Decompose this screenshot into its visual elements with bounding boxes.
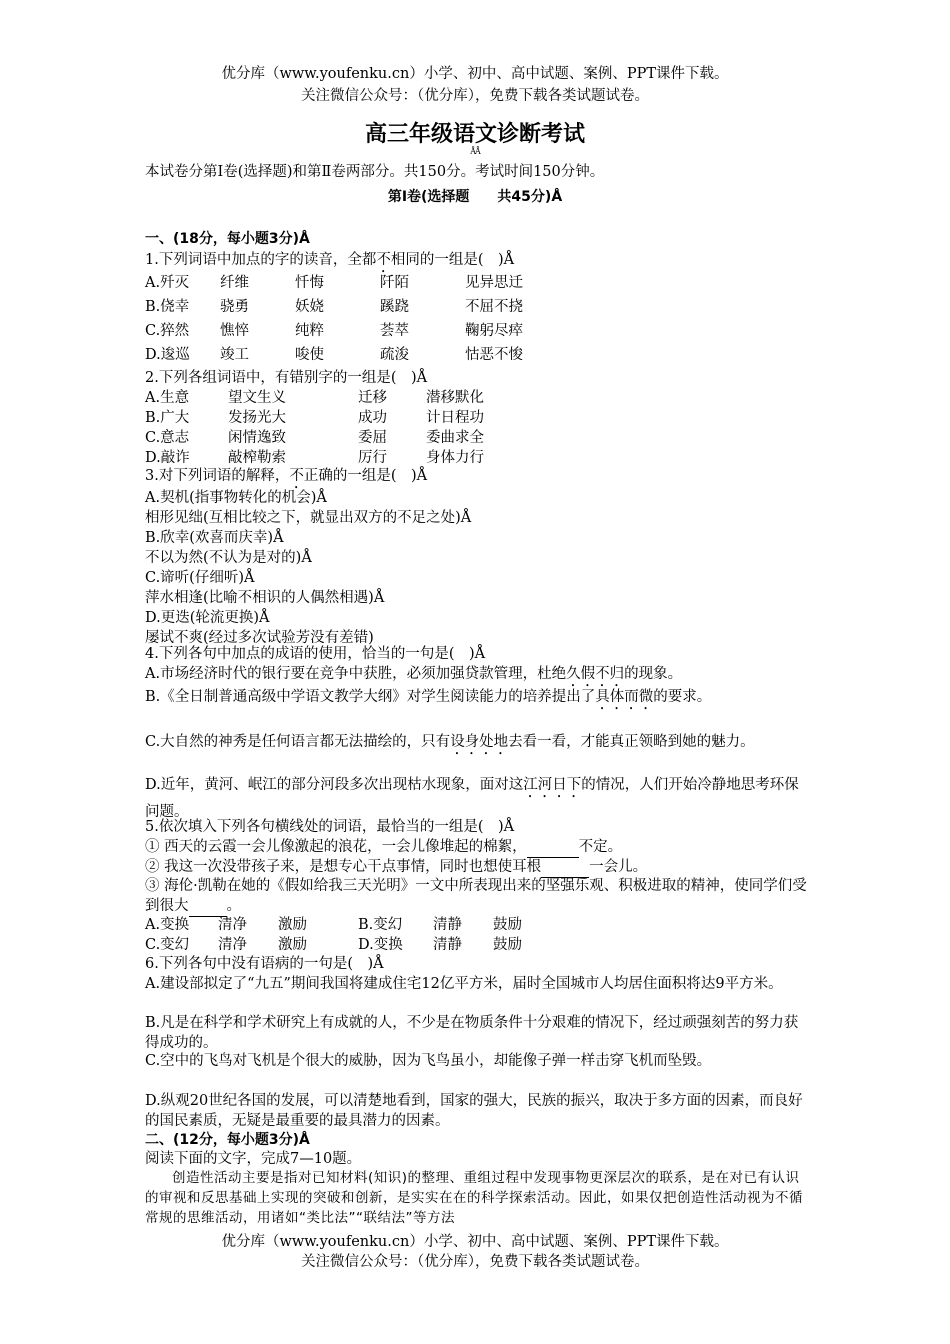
option-text: 去看一看，才能真正领略到她的魅力。 bbox=[508, 734, 755, 750]
question-2-stem: 2.下列各组词语中，有错别字的一组是( )Å bbox=[145, 370, 428, 386]
option-cell: A.歼灭 bbox=[145, 275, 190, 291]
option-cell: D.逡巡 bbox=[145, 347, 190, 363]
question-4-option-d bbox=[145, 774, 810, 823]
option-row-1 bbox=[145, 915, 553, 935]
fill-blank bbox=[189, 896, 227, 917]
page-footer-line-1: 优分库（www.youfenku.cn）小学、初中、高中试题、案例、PPT课件下载。 bbox=[221, 1234, 729, 1250]
sentence-text: ③ 海伦·凯勒在她的《假如给我三天光明》一文中所表现出来的坚强乐观、积极进取的精神，使同学们受到很大 bbox=[145, 878, 807, 914]
option-cell: 清静 bbox=[433, 917, 462, 933]
option-cell: 清净 bbox=[218, 937, 247, 953]
option-cell: 委屈 bbox=[358, 430, 387, 446]
emphasized-idiom: 具体而微 bbox=[595, 689, 654, 705]
question-4-stem: 4.下列各句中加点的成语的使用，恰当的一句是( )Å bbox=[145, 646, 486, 662]
option-cell: 闲情逸致 bbox=[228, 430, 286, 446]
option-cell: 发扬光大 bbox=[228, 410, 286, 426]
option-row-a bbox=[145, 271, 665, 295]
question-5-options bbox=[145, 915, 553, 955]
sentence-text: 不定。 bbox=[578, 839, 623, 855]
question-5-sentence-2 bbox=[145, 857, 647, 878]
option-cell: C.意志 bbox=[145, 430, 190, 446]
option-cell: 身体力行 bbox=[426, 450, 484, 466]
option-cell: 纤维 bbox=[220, 275, 249, 291]
option-cell: C.变幻 bbox=[145, 937, 190, 953]
fill-blank bbox=[541, 857, 589, 878]
option-cell: 鼓励 bbox=[493, 917, 522, 933]
option-cell: 忏悔 bbox=[295, 275, 324, 291]
sentence-text: 。 bbox=[226, 898, 241, 914]
emphasized-idiom: 江河日下 bbox=[523, 777, 582, 793]
option-line: 不以为然(不认为是对的)Å bbox=[145, 550, 312, 566]
question-5-sentence-1 bbox=[145, 837, 622, 858]
option-cell: B.侥幸 bbox=[145, 299, 190, 315]
emphasized-idiom: 久假不归 bbox=[566, 666, 625, 682]
sentence-text: ① 西天的云霞一会儿像激起的浪花，一会儿像堆起的棉絮， bbox=[145, 839, 527, 855]
option-row-2 bbox=[145, 935, 553, 955]
option-text: 的要求。 bbox=[653, 689, 712, 705]
question-4-option-b bbox=[145, 687, 711, 713]
option-row-d bbox=[145, 448, 586, 468]
option-cell: 激励 bbox=[278, 937, 307, 953]
question-6-option-c: C.空中的飞鸟对飞机是个很大的威胁，因为飞鸟虽小，却能像子弹一样击穿飞机而坠毁。 bbox=[145, 1053, 712, 1069]
question-6-option-d: D.纵观20世纪各国的发展，可以清楚地看到，国家的强大，民族的振兴，取决于多方面的因素，而良好的国民素质，无疑是最重要的最具潜力的因素。 bbox=[145, 1093, 803, 1129]
question-3-options bbox=[145, 488, 471, 648]
option-cell: 纯粹 bbox=[295, 323, 324, 339]
question-4-option-c bbox=[145, 731, 810, 758]
option-cell: 怙恶不悛 bbox=[465, 347, 523, 363]
page-header-line-2: 关注微信公众号：（优分库），免费下载各类试题试卷。 bbox=[301, 88, 649, 104]
option-cell: 疏浚 bbox=[380, 347, 409, 363]
option-cell: 唆使 bbox=[295, 347, 324, 363]
option-line: 萍水相逢(比喻不相识的人偶然相遇)Å bbox=[145, 590, 385, 606]
option-text: 的现象。 bbox=[624, 666, 683, 682]
option-cell: 清净 bbox=[218, 917, 247, 933]
option-cell: 鞠躬尽瘁 bbox=[465, 323, 523, 339]
question-5-stem: 5.依次填入下列各句横线处的词语，最恰当的一组是( )Å bbox=[145, 819, 515, 835]
question-3-stem-tail: 正确的一组是( )Å bbox=[303, 468, 428, 484]
option-cell: 竣工 bbox=[220, 347, 249, 363]
option-text: A.市场经济时代的银行要在竞争中获胜，必须加强贷款管理，杜绝 bbox=[145, 666, 567, 682]
option-text: C.大自然的神秀是任何语言都无法描绘的，只有 bbox=[145, 734, 451, 750]
question-3-emphasis: 不 bbox=[289, 468, 304, 484]
section-2-intro: 阅读下面的文字，完成7—10题。 bbox=[145, 1151, 362, 1167]
option-cell: 厉行 bbox=[358, 450, 387, 466]
question-1-emphasis: 不 bbox=[376, 252, 391, 268]
option-cell: 鼓励 bbox=[493, 937, 522, 953]
part-1-heading: 第Ⅰ卷(选择题 共45分)Å bbox=[387, 189, 563, 205]
option-cell: 不屈不挠 bbox=[465, 299, 523, 315]
sentence-text: 一会儿。 bbox=[589, 859, 648, 875]
option-line: B.欣幸(欢喜而庆幸)Å bbox=[145, 530, 284, 546]
option-cell: A.生意 bbox=[145, 390, 190, 406]
option-cell: 激励 bbox=[278, 917, 307, 933]
question-1-stem-text: 1.下列词语中加点的字的读音，全都 bbox=[145, 252, 377, 268]
fill-blank bbox=[527, 837, 579, 858]
option-line: D.更迭(轮流更换)Å bbox=[145, 610, 270, 626]
question-3-stem-text: 3.对下列词语的解释， bbox=[145, 468, 290, 484]
option-cell: 蹊跷 bbox=[380, 299, 409, 315]
option-cell: 憔悴 bbox=[220, 323, 249, 339]
option-cell: 潜移默化 bbox=[426, 390, 484, 406]
option-line: 屡试不爽(经过多次试验芳没有差错) bbox=[145, 630, 374, 646]
page-footer-line-2: 关注微信公众号：（优分库），免费下载各类试题试卷。 bbox=[301, 1254, 649, 1270]
option-cell: 见异思迁 bbox=[465, 275, 523, 291]
option-cell: 荟萃 bbox=[380, 323, 409, 339]
option-cell: B.变幻 bbox=[358, 917, 403, 933]
option-line: C.谛听(仔细听)Å bbox=[145, 570, 255, 586]
question-6-option-b: B.凡是在科学和学术研究上有成就的人，不少是在物质条件十分艰难的情况下，经过顽强刻苦的努力获得成功的。 bbox=[145, 1015, 799, 1051]
option-cell: 阡陌 bbox=[380, 275, 409, 291]
option-cell: D.敲诈 bbox=[145, 450, 190, 466]
option-cell: B.广大 bbox=[145, 410, 190, 426]
question-6-option-a: A.建设部拟定了“九五”期间我国将建成住宅12亿平方米，届时全国城市人均居住面积将达9平方米。 bbox=[145, 976, 783, 992]
option-line: A.契机(指事物转化的机会)Å bbox=[145, 490, 327, 506]
option-cell: 敲榨勒索 bbox=[228, 450, 286, 466]
question-5-sentence-3 bbox=[145, 876, 810, 917]
page-header-line-1: 优分库（www.youfenku.cn）小学、初中、高中试题、案例、PPT课件下载。 bbox=[221, 66, 729, 82]
option-line: 相形见绌(互相比较之下，就显出双方的不足之处)Å bbox=[145, 510, 472, 526]
question-1-options bbox=[145, 271, 665, 367]
reading-passage: 创造性活动主要是指对已知材料(知识)的整理、重组过程中发现事物更深层次的联系，是在对已有认识的审视和反思基础上实现的突破和创新，是实实在在的科学探索活动。因此，如果仅把创造性活动视为不循常规的思维活动，用诸如“类比法”“联结法”等方法 bbox=[145, 1170, 803, 1226]
option-text: 的情况，人们开始冷静地思考环保问题。 bbox=[145, 777, 799, 820]
option-cell: 迁移 bbox=[358, 390, 387, 406]
option-row-d bbox=[145, 343, 665, 367]
section-1-heading: 一、(18分，每小题3分)Å bbox=[145, 231, 310, 247]
sentence-text: ② 我这一次没带孩子来，是想专心干点事情，同时也想使耳根 bbox=[145, 859, 542, 875]
option-row-b bbox=[145, 295, 665, 319]
option-cell: 委曲求全 bbox=[426, 430, 484, 446]
option-row-b bbox=[145, 408, 586, 428]
option-cell: 妖娆 bbox=[295, 299, 324, 315]
option-cell: C.猝然 bbox=[145, 323, 190, 339]
section-2-heading: 二、(12分，每小题3分)Å bbox=[145, 1132, 310, 1148]
exam-title: 高三年级语文诊断考试 bbox=[364, 122, 585, 147]
option-cell: 清静 bbox=[433, 937, 462, 953]
option-row-c bbox=[145, 319, 665, 343]
emphasized-idiom: 设身处地 bbox=[450, 734, 509, 750]
question-1-stem-tail: 相同的一组是( )Å bbox=[390, 252, 515, 268]
question-2-options bbox=[145, 388, 586, 468]
option-row-c bbox=[145, 428, 586, 448]
option-cell: A.变换 bbox=[145, 917, 190, 933]
question-6-stem: 6.下列各句中没有语病的一句是( )Å bbox=[145, 956, 384, 972]
option-cell: D.变换 bbox=[358, 937, 403, 953]
option-cell: 成功 bbox=[358, 410, 387, 426]
option-cell: 骁勇 bbox=[220, 299, 249, 315]
exam-intro: 本试卷分第Ⅰ卷(选择题)和第Ⅱ卷两部分。共150分。考试时间150分钟。 bbox=[145, 164, 605, 180]
option-cell: 计日程功 bbox=[426, 410, 484, 426]
title-mark: ÅÅ bbox=[470, 147, 480, 156]
option-row-a bbox=[145, 388, 586, 408]
option-text: D.近年，黄河、岷江的部分河段多次出现枯水现象，面对这 bbox=[145, 777, 524, 793]
option-text: B.《全日制普通高级中学语文教学大纲》对学生阅读能力的培养提出了 bbox=[145, 689, 596, 705]
option-cell: 望文生义 bbox=[228, 390, 286, 406]
